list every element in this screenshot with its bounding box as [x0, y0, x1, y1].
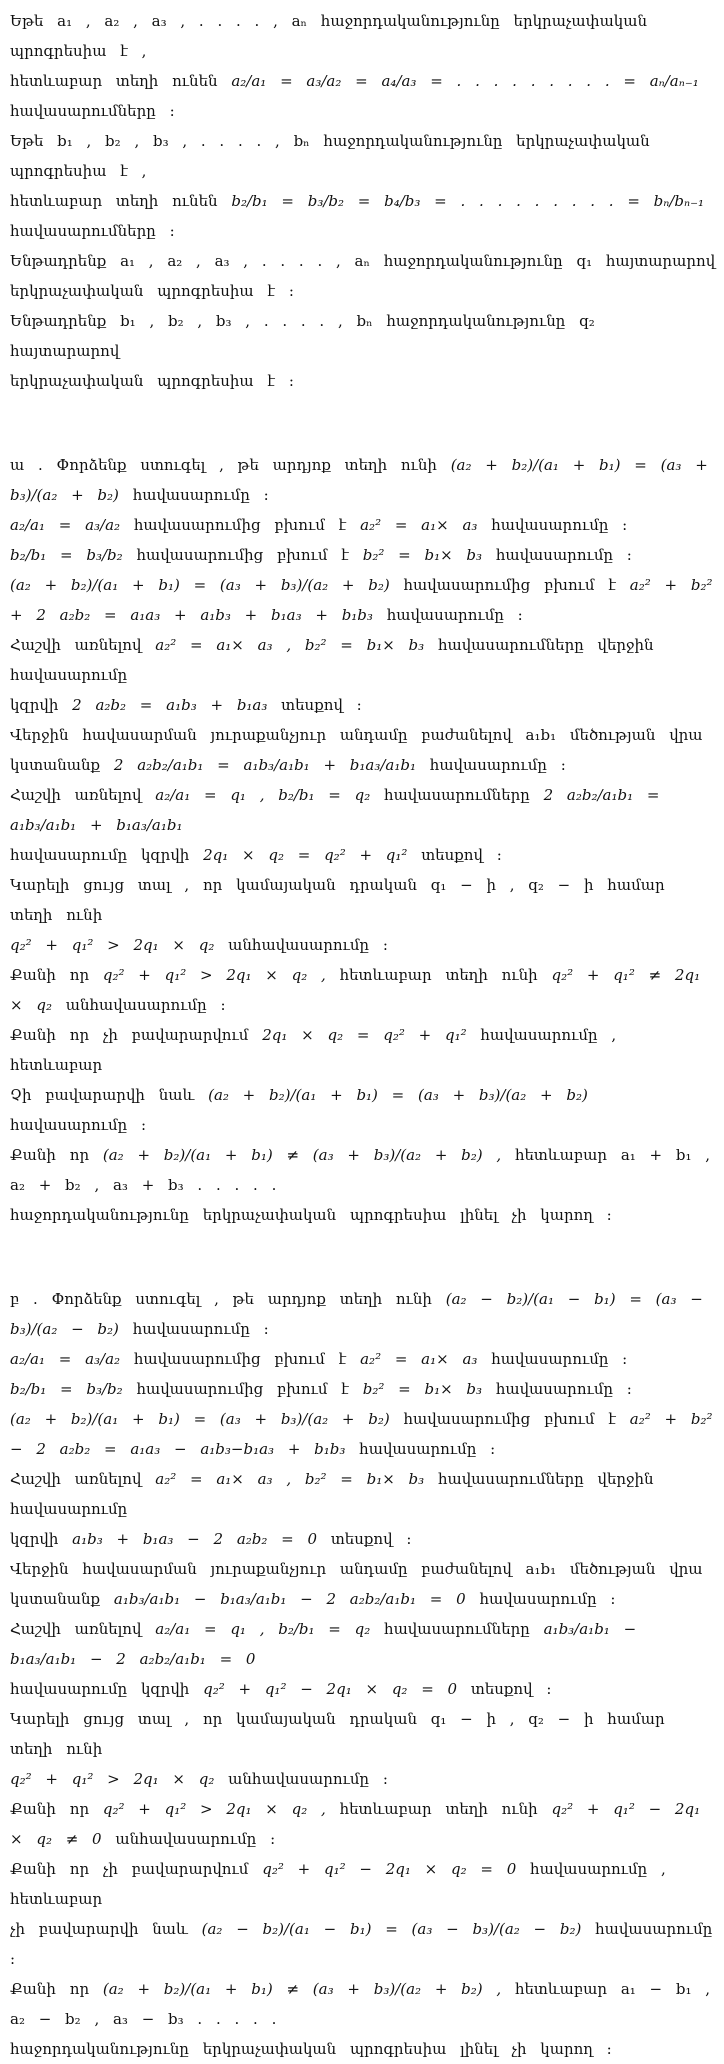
paragraph: Եթե a₁ , a₂ , a₃ , . . . . , aₙ հաջորդականությունը երկրաչափական պրոգրեսիա է , — [10, 12, 647, 60]
section-b-heading: բ . Փորձենք ստուգել , թե արդյոք տեղի ունի (a₂ − b₂)/(a₁ − b₁) = (a₃ − b₃)/(a₂ − b₂) հավասարումը : — [10, 1290, 703, 1338]
paragraph: b₂/b₁ = b₃/b₂ հավասարումից բխում է b₂² = b₁× b₃ հավասարումը : — [10, 546, 632, 564]
paragraph: b₂/b₁ = b₃/b₂ հավասարումից բխում է b₂² = b₁× b₃ հավասարումը : — [10, 1380, 632, 1398]
paragraph: կստանանք 2 a₂b₂/a₁b₁ = a₁b₃/a₁b₁ + b₁a₃/a₁b₁ հավասարումը : — [10, 756, 566, 774]
paragraph: Ենթադրենք a₁ , a₂ , a₃ , . . . . , aₙ հաջորդականությունը q₁ հայտարարով — [10, 252, 716, 270]
paragraph: Չի բավարարվի նաև (a₂ + b₂)/(a₁ + b₁) = (a₃ + b₃)/(a₂ + b₂) հավասարումը : — [10, 1086, 588, 1134]
paragraph: Ենթադրենք b₁ , b₂ , b₃ , . . . . , bₙ հաջորդականությունը q₂ հայտարարով — [10, 312, 595, 360]
paragraph: q₂² + q₁² > 2q₁ × q₂ անհավասարումը : — [10, 936, 388, 954]
paragraph: Քանի որ (a₂ + b₂)/(a₁ + b₁) ≠ (a₃ + b₃)/(a₂ + b₂) , հետևաբար a₁ − b₁ , a₂ − b₂ , a₃ − b₃ . . . . . — [10, 1980, 711, 2028]
paragraph: հետևաբար տեղի ունեն b₂/b₁ = b₃/b₂ = b₄/b₃ = . . . . . . . . . = bₙ/bₙ₋₁ հավասարումները : — [10, 192, 705, 240]
paragraph: Կարելի ցույց տալ , որ կամայական դրական q₁ − ի , q₂ − ի համար տեղի ունի — [10, 1710, 665, 1758]
paragraph: Վերջին հավասարման յուրաքանչյուր անդամը բաժանելով a₁b₁ մեծության վրա — [10, 1560, 703, 1578]
paragraph: Հաշվի առնելով a₂/a₁ = q₁ , b₂/b₁ = q₂ հավասարումները a₁b₃/a₁b₁ − b₁a₃/a₁b₁ − 2 a₂b₂/a₁b₁ = 0 — [10, 1620, 637, 1668]
paragraph: հաջորդականությունը երկրաչափական պրոգրեսիա լինել չի կարող : — [10, 1206, 612, 1224]
paragraph: Քանի որ չի բավարարվում q₂² + q₁² − 2q₁ × q₂ = 0 հավասարումը , հետևաբար — [10, 1860, 666, 1908]
paragraph: Քանի որ (a₂ + b₂)/(a₁ + b₁) ≠ (a₃ + b₃)/(a₂ + b₂) , հետևաբար a₁ + b₁ , a₂ + b₂ , a₃ + b₃ . . . . . — [10, 1146, 711, 1194]
formula: (a₂ + b₂)/(a₁ + b₁) = (a₃ + b₃)/(a₂ + b₂) — [10, 456, 708, 504]
paragraph: Հաշվի առնելով a₂/a₁ = q₁ , b₂/b₁ = q₂ հավասարումները 2 a₂b₂/a₁b₁ = a₁b₃/a₁b₁ + b₁a₃/a₁b₁ — [10, 786, 660, 834]
paragraph: a₂/a₁ = a₃/a₂ հավասարումից բխում է a₂² = a₁× a₃ հավասարումը : — [10, 1350, 628, 1368]
paragraph: հավասարումը կզրվի 2q₁ × q₂ = q₂² + q₁² տեսքով : — [10, 846, 502, 864]
paragraph: (a₂ + b₂)/(a₁ + b₁) = (a₃ + b₃)/(a₂ + b₂) հավասարումից բխում է a₂² + b₂² − 2 a₂b₂ = a₁a₃ − a₁b₃−b₁a₃ + b₁b₃ հավասարումը : — [10, 1410, 713, 1458]
paragraph: Հաշվի առնելով a₂² = a₁× a₃ , b₂² = b₁× b₃ հավասարումները վերջին հավասարումը — [10, 1470, 654, 1518]
paragraph: Քանի որ q₂² + q₁² > 2q₁ × q₂ , հետևաբար տեղի ունի q₂² + q₁² − 2q₁ × q₂ ≠ 0 անհավասարումը : — [10, 1800, 701, 1848]
paragraph: Կարելի ցույց տալ , որ կամայական դրական q₁ − ի , q₂ − ի համար տեղի ունի — [10, 876, 665, 924]
paragraph: a₂/a₁ = a₃/a₂ հավասարումից բխում է a₂² = a₁× a₃ հավասարումը : — [10, 516, 628, 534]
section-a-heading: ա . Փորձենք ստուգել , թե արդյոք տեղի ունի (a₂ + b₂)/(a₁ + b₁) = (a₃ + b₃)/(a₂ + b₂) հավասարումը : — [10, 456, 708, 504]
paragraph: (a₂ + b₂)/(a₁ + b₁) = (a₃ + b₃)/(a₂ + b₂) հավասարումից բխում է a₂² + b₂² + 2 a₂b₂ = a₁a₃ + a₁b₃ + b₁a₃ + b₁b₃ հավասարումը : — [10, 576, 713, 624]
paragraph: երկրաչափական պրոգրեսիա է : — [10, 282, 294, 300]
paragraph: հաջորդականությունը երկրաչափական պրոգրեսիա լինել չի կարող : — [10, 2040, 612, 2058]
formula: a₂/a₁ = a₃/a₂ = a₄/a₃ = . . . . . . . . . = aₙ/aₙ₋₁ — [231, 72, 699, 90]
paragraph: հետևաբար տեղի ունեն a₂/a₁ = a₃/a₂ = a₄/a₃ = . . . . . . . . . = aₙ/aₙ₋₁ հավասարումները : — [10, 72, 699, 120]
paragraph: Քանի որ չի բավարարվում 2q₁ × q₂ = q₂² + q₁² հավասարումը , հետևաբար — [10, 1026, 617, 1074]
formula: b₂/b₁ = b₃/b₂ = b₄/b₃ = . . . . . . . . . = bₙ/bₙ₋₁ — [231, 192, 705, 210]
paragraph: կստանանք a₁b₃/a₁b₁ − b₁a₃/a₁b₁ − 2 a₂b₂/a₁b₁ = 0 հավասարումը : — [10, 1590, 616, 1608]
paragraph: հավասարումը կզրվի q₂² + q₁² − 2q₁ × q₂ = 0 տեսքով : — [10, 1680, 552, 1698]
paragraph: Քանի որ q₂² + q₁² > 2q₁ × q₂ , հետևաբար տեղի ունի q₂² + q₁² ≠ 2q₁ × q₂ անհավասարումը : — [10, 966, 701, 1014]
paragraph: Հաշվի առնելով a₂² = a₁× a₃ , b₂² = b₁× b₃ հավասարումները վերջին հավասարումը — [10, 636, 654, 684]
paragraph: q₂² + q₁² > 2q₁ × q₂ անհավասարումը : — [10, 1770, 388, 1788]
paragraph: Վերջին հավասարման յուրաքանչյուր անդամը բաժանելով a₁b₁ մեծության վրա — [10, 726, 703, 744]
paragraph: կզրվի 2 a₂b₂ = a₁b₃ + b₁a₃ տեսքով : — [10, 696, 362, 714]
paragraph: Եթե b₁ , b₂ , b₃ , . . . . , bₙ հաջորդականությունը երկրաչափական պրոգրեսիա է , — [10, 132, 650, 180]
paragraph: չի բավարարվի նաև (a₂ − b₂)/(a₁ − b₁) = (a₃ − b₃)/(a₂ − b₂) հավասարումը : — [10, 1920, 713, 1968]
paragraph: կզրվի a₁b₃ + b₁a₃ − 2 a₂b₂ = 0 տեսքով : — [10, 1530, 412, 1548]
paragraph: երկրաչափական պրոգրեսիա է : — [10, 372, 294, 390]
